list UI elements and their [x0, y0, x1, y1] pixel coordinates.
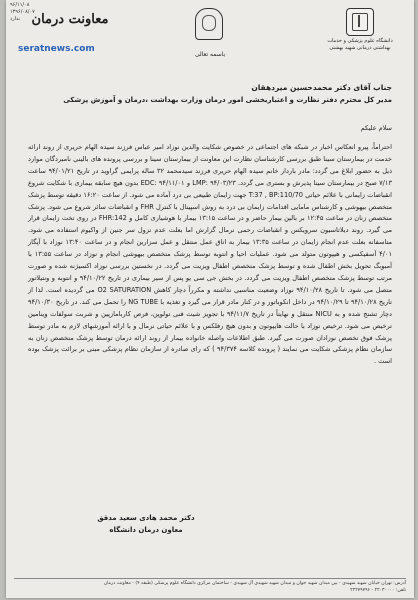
meta-line: ۱۳۹۶/۰۸/۰۷ — [10, 9, 35, 15]
footer-phone: تلفن: ۲۲۰۳۰۰۰۰ - ۲۲۲۷۹۷۹۶ — [350, 588, 406, 593]
university-logo-icon — [346, 8, 374, 36]
signer-title: معاون درمان دانشگاه — [109, 526, 183, 534]
watermark: seratnews.com — [18, 44, 95, 54]
footer-address: آدرس: تهران خیابان شهید شهیدی - بین میدان شهید جوان و میدان شهید شهیدی آل شهیدی - ساختمان مرکزی دانشگاه علوم پزشکی (طبقه ۴) - معاونت درمان — [103, 581, 406, 586]
letter-sheet — [6, 0, 414, 598]
letter-body: احتراماً، پیرو انعکاس اخبار در شبکه های اجتماعی در خصوص شکایت والدین نوزاد امیر عباس فرزند سیده الهام حریری از روند ارائه خدمت در بیمارستان سینا طبق بررسی کارشناسان نظارت این معاونت از بیمارستان سینا و بررسی پرونده های بالینی نامبردگان موارد ذیل به حضور ابلاغ می گردد: مادر باردار خانم سیده الهام حریری فرزند سیدمحمد ۳۲ ساله پرایمی گراوید در تاریخ ۹۴/۰۱/۲۱ ساعت ۷/۱۳ صبح در بیمارستان سینا پذیرش و بستری می گردد. LMP: ۹۴/۰۳/۲۳ و EDC: ۹۴/۱۱/۰۱ بدون هیچ سابقه بیماری با شکایت شروع انقباضات زایمانی با علائم حیاتی T:37 , BP:110/70 جهت زایمان طبیعی بی درد آماده می شود. از ساعت ۱۶:۲۰ دقیقه توسط پزشک متخصص بیهوشی و کارشناس مامایی اقدامات زایمان بی درد به روش اسپینال با کنترل FHR و انقباضات سائر شروع می شود. پزشک متخصص زنان در ساعت ۱۲:۴۵ بر بالین بیمار حاضر و در ساعت ۱۳:۱۵ بیمار با هوشیاری کامل و FHR:142 در روی تخت زایمان قرار می گیرد. روند دیلاتاسیون سرویکس و انقباضات رحمی نرمال گزارش اما بعلت عدم نزول سر جنین از واکیوم استفاده می شود. متاسفانه بعلت عدم انجام زایمان در ساعت ۱۳:۳۵ بیمار به اتاق عمل منتقل و عمل سزارین انجام و در ساعت ۱۳:۴۰ نوزاد با آپگار ۴/۰۱ آسفیکسی و هیپوتون متولد می شود. عملیات احیا و انتوبه توسط پزشک متخصص بیهوشی انجام و نوزاد در ساعت ۱۳:۵۵ با آمبوبگ تحویل بخش اطفال شده و توسط پزشک متخصص اطفال ویزیت می گردد. در نخستین بررسی نوزاد اکسیژنه شده و صورت مرتب توسط پزشک متخصص اطفال ویزیت می گردد. در بخش جی سی یو پس از سیر بیماری در تاریخ ۹۴/۱۰/۲۲ و انتوبه و ونتیلاتور متصل می شود. تا تاریخ ۹۴/۱۰/۲۸ نوزاد وضعیت مناسبی نداشته و مکرراً دچار کاهش O2 SATURATION می گردیده است. لذا از تاریخ ۹۴/۱۰/۲۸ تا ۹۴/۱۰/۲۹ در داخل انکوباتور و در کنار مادر قرار می گیرد و تغذیه با NG TUBE را تحمل می کند. در تاریخ ۹۴/۱۰/۳۰ دچار تشنج شده و به NICU منتقل و نهایتاً در تاریخ ۹۴/۱۱/۷ با تجویز شیت فنی تولوپن، فرص کاربامازپین و شربت سولفات وینامین ترخیص می شود. ترخیص نوزاد با حالت هایپوتون و بدون هیچ رفلکس و با علائم حیاتی نرمال و با ارائه آموزشهای لازم به مادر توسط پزشک فوق تخصص نوزادان صورت می گیرد. طبق اطلاعات واصله خانواده بیمار از روند ارائه درمان توسط پزشک متخصص زنان به سازمان نظام پزشکی شکایت می نمایند ( پرونده کلاسه ۹۴/۳۷۴ ) که رای صادره از سازمان نظام پزشکی مبنی بر برائت پزشک بوده است . — [28, 143, 393, 366]
signature-block — [76, 512, 216, 536]
department-title: معاونت درمان — [31, 12, 109, 27]
basmala: باسمه تعالی — [194, 51, 226, 58]
organization-name: دانشگاه علوم پزشکی و خدمات بهداشتی درمانی شهید بهشتی — [327, 38, 393, 51]
recipient-name: جناب آقای دکتر محمدحسین میردهقان — [251, 83, 392, 92]
signer-name: دکتر محمد هادی سعید مدقق — [97, 514, 195, 522]
meta-line: ۹۶/۱۱/۰۸ — [10, 2, 30, 8]
greeting: سلام علیکم — [360, 124, 392, 132]
letter-footer — [14, 580, 406, 594]
university-header — [320, 8, 400, 52]
recipient-title: مدیر کل محترم دفتر نظارت و اعتباربخشی امور درمان وزارت بهداشت ،درمان و آموزش پزشکی — [63, 96, 392, 104]
meta-line: ندارد — [10, 16, 21, 22]
recipient-block — [22, 82, 392, 106]
footer-divider — [14, 578, 406, 579]
ministry-emblem-icon — [194, 8, 224, 42]
